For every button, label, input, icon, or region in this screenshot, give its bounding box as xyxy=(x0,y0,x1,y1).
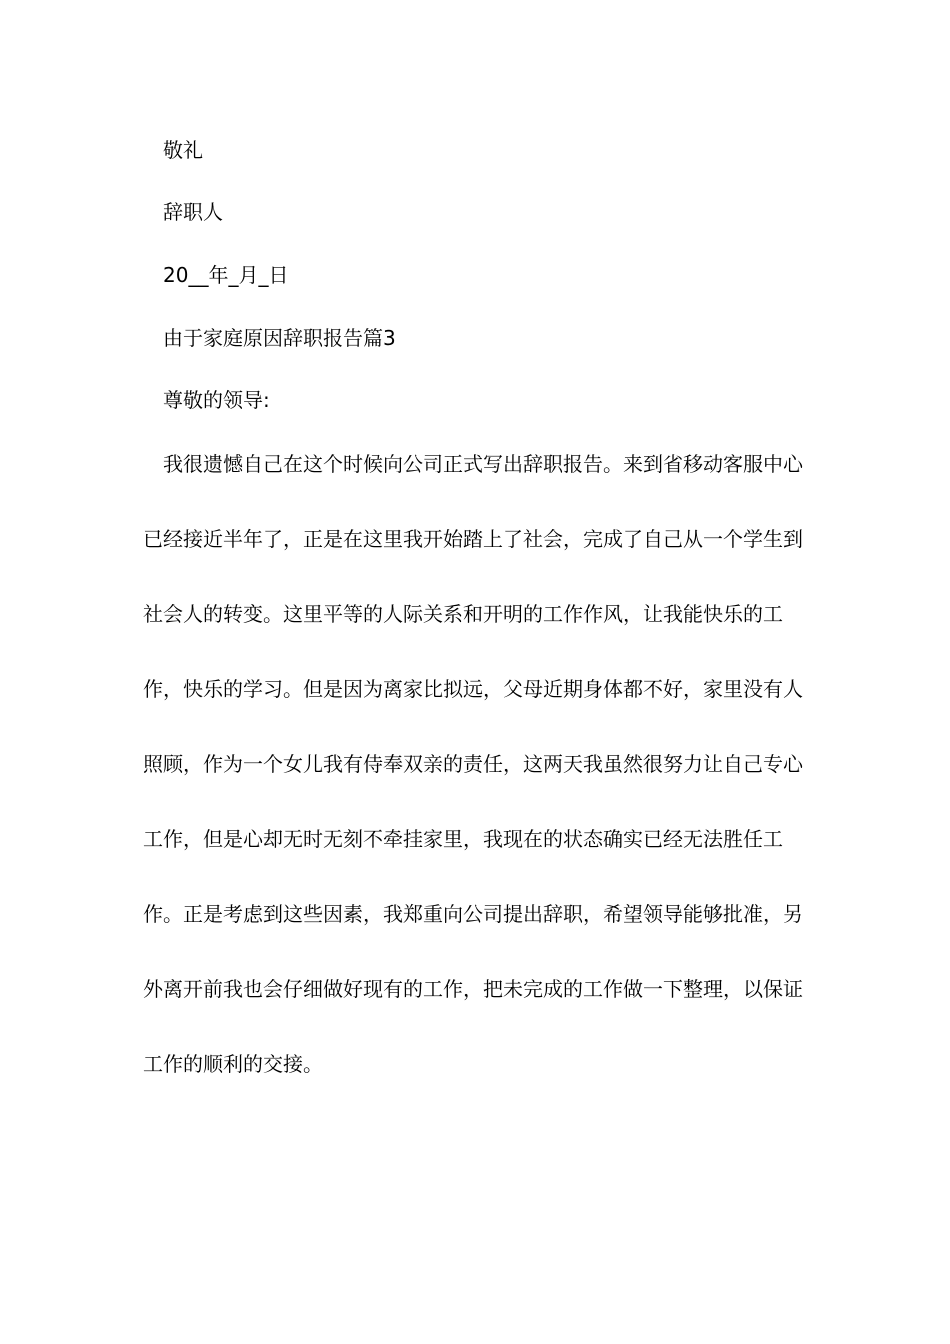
section-title: 由于家庭原因辞职报告篇3 xyxy=(163,326,396,350)
body-paragraph: 我很遗憾自己在这个时候向公司正式写出辞职报告。来到省移动客服中心已经接近半年了，正是在这里我开始踏上了社会，完成了自己从一个学生到社会人的转变。这里平等的人际关系和开明的工作作风，让我能快乐的工作，快乐的学习。但是因为离家比拟远，父母近期身体都不好，家里没有人照顾，作为一个女儿我有侍奉双亲的责任，这两天我虽然很努力让自己专心工作，但是心却无时无刻不牵挂家里，我现在的状态确实已经无法胜任工作。正是考虑到这些因素，我郑重向公司提出辞职，希望领导能够批准，另外离开前我也会仔细做好现有的工作，把未完成的工作做一下整理，以保证工作的顺利的交接。 xyxy=(143,452,803,1076)
signer-label: 辞职人 xyxy=(163,200,223,224)
closing-text: 敬礼 xyxy=(163,138,203,162)
salutation: 尊敬的领导: xyxy=(163,388,270,412)
date-line: 20__年_月_日 xyxy=(163,263,289,287)
